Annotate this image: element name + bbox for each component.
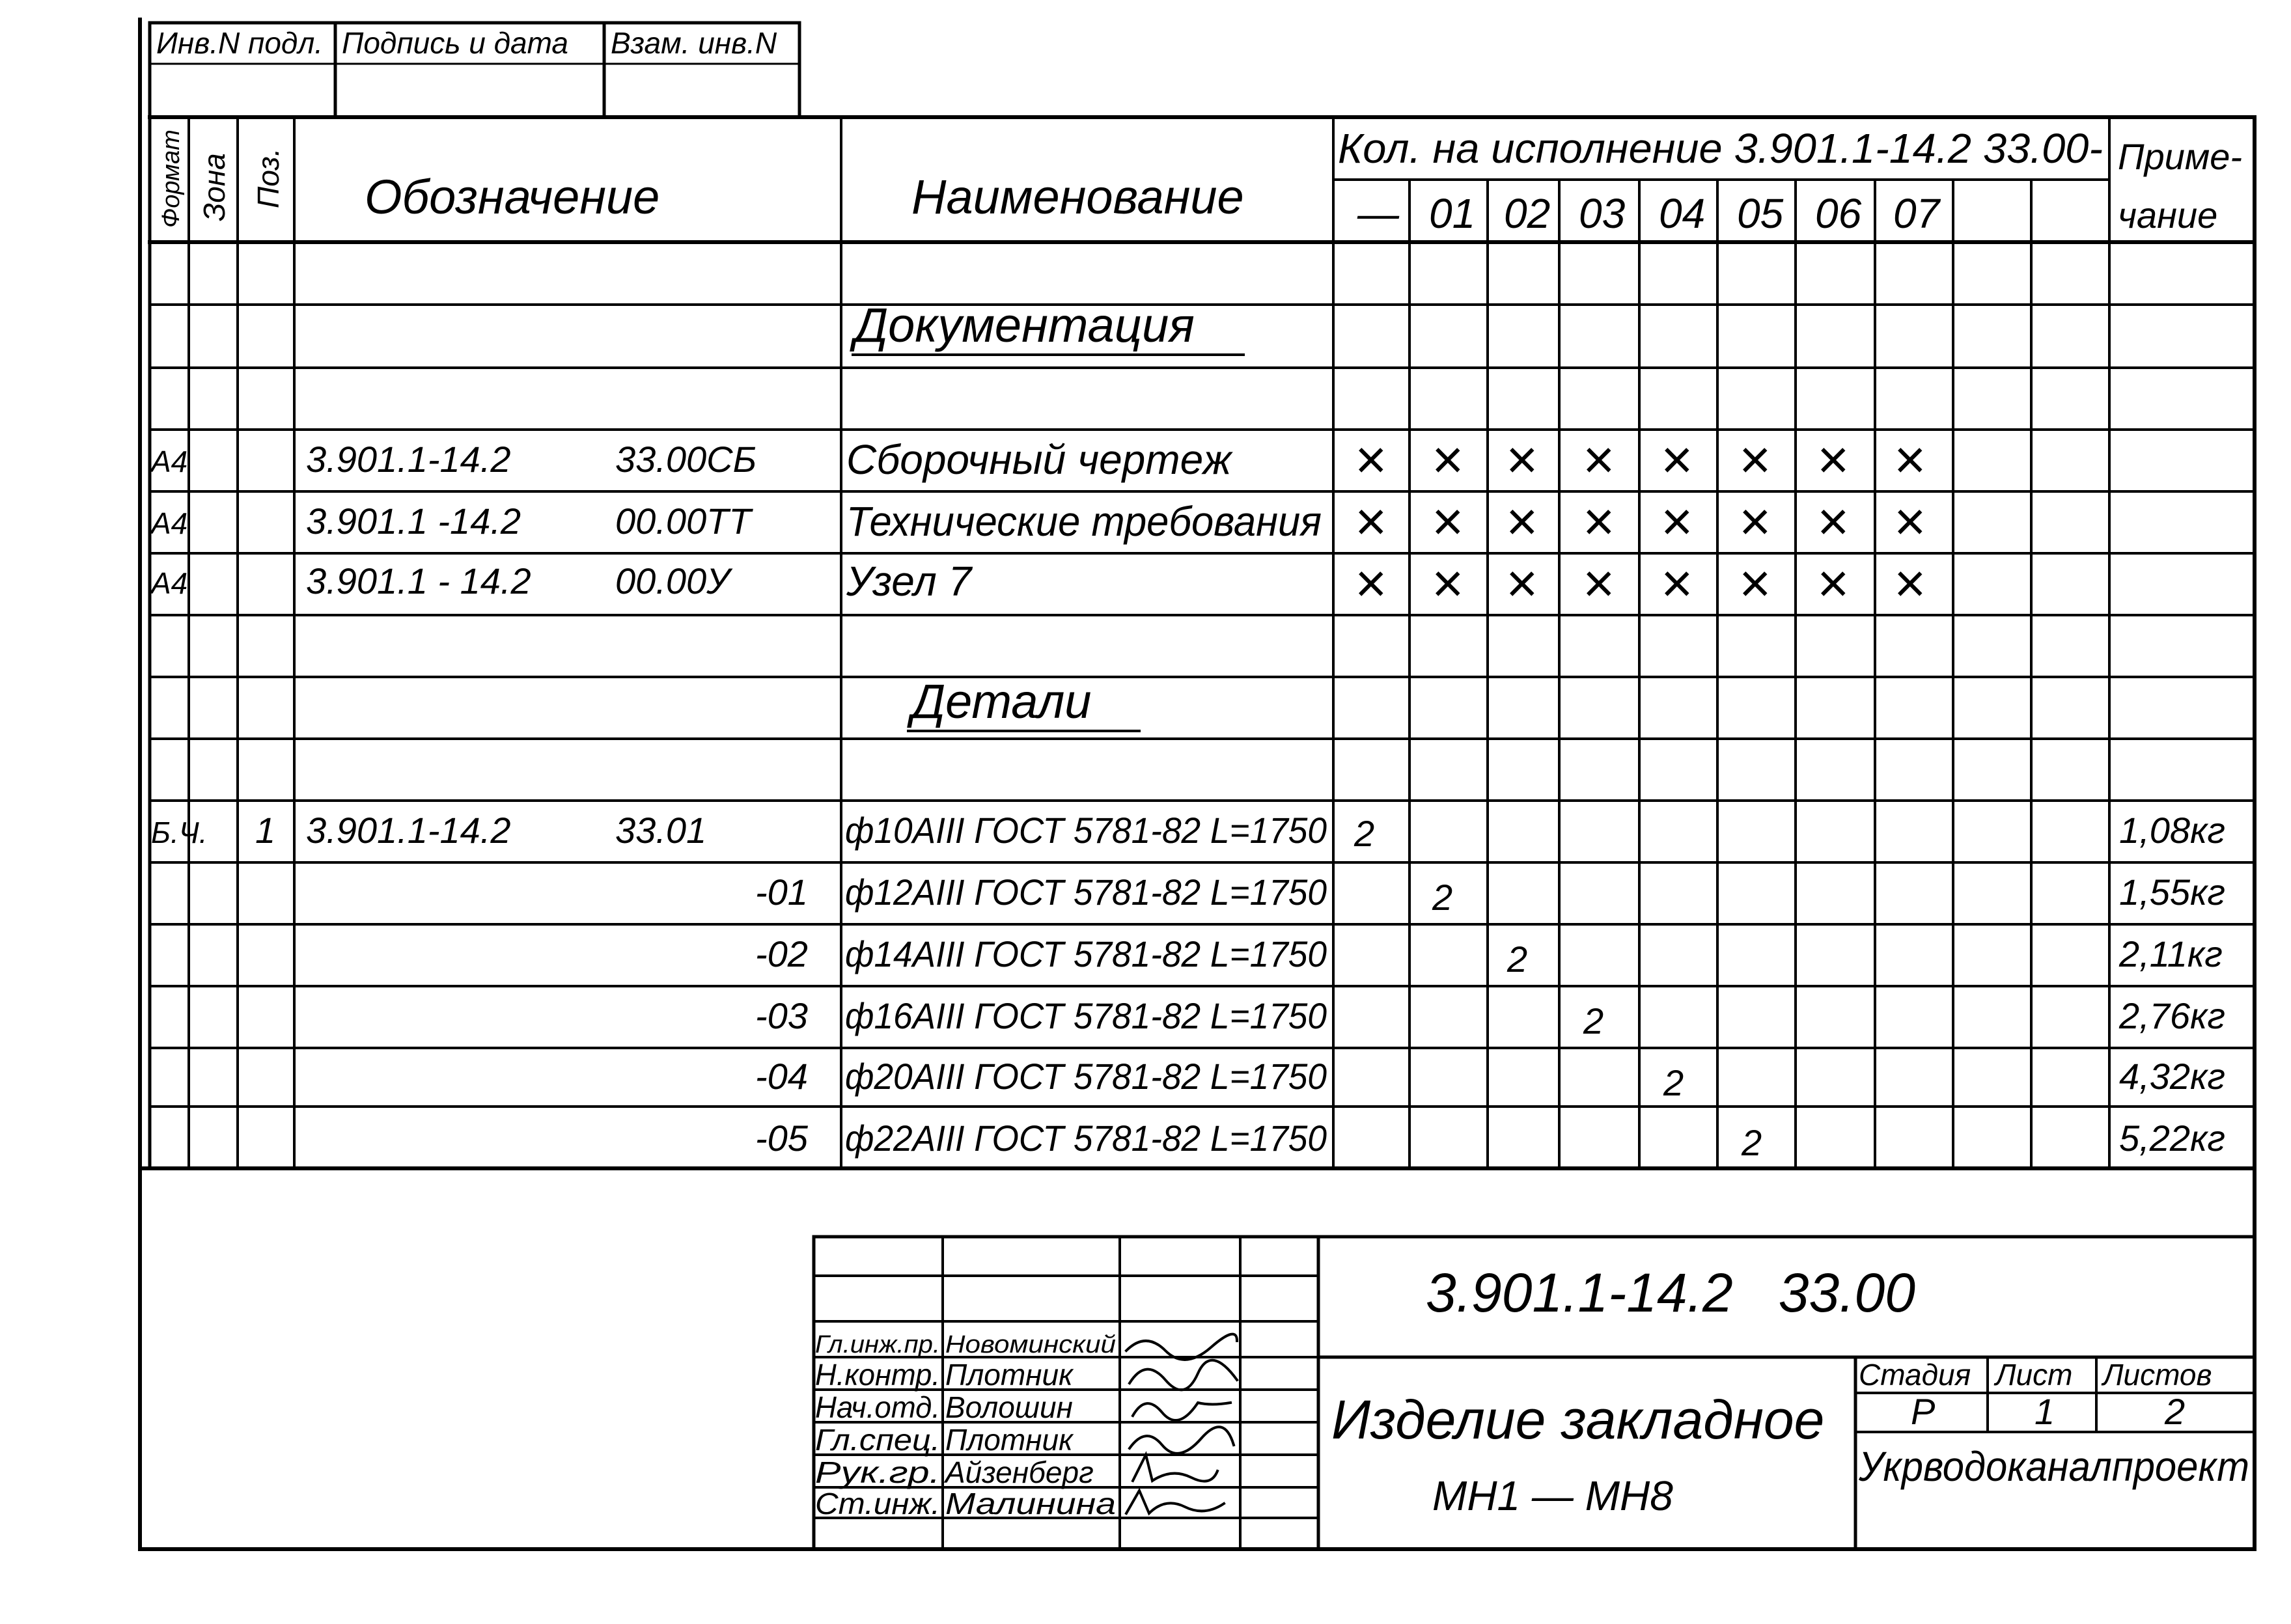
cross-mark: × (1893, 553, 1926, 614)
cross-mark: × (1354, 429, 1387, 490)
sheets-value: 2 (2165, 1391, 2186, 1432)
doc-row-format: А4 (151, 566, 188, 600)
signature-name: Плотник (945, 1423, 1073, 1457)
doc-row (149, 558, 973, 605)
cross-mark: × (1431, 429, 1464, 490)
cross-mark: × (1816, 491, 1849, 552)
col-note-header-line1: Приме- (2118, 136, 2243, 177)
doc-row-format: А4 (151, 445, 188, 478)
col-zone-header: Зона (197, 153, 231, 221)
doc-row-suffix: 33.00СБ (615, 439, 757, 480)
detail-row-code: 3.901.1-14.2 (306, 810, 511, 851)
detail-row-suffix: -02 (755, 933, 808, 974)
cross-mark: × (1660, 429, 1693, 490)
doc-row-suffix: 00.00У (615, 560, 730, 601)
detail-row-note: 1,08кг (2119, 810, 2226, 851)
doc-row-code: 3.901.1 - 14.2 (306, 560, 531, 601)
detail-row-qty: 2 (1663, 1062, 1684, 1103)
detail-row-name: ф10АIII ГОСТ 5781-82 L=1750 (845, 810, 1327, 851)
signature-role: Ст.инж. (815, 1487, 940, 1521)
section-details: Детали (911, 674, 1092, 728)
detail-row-suffix: -04 (755, 1056, 808, 1097)
cross-mark: × (1354, 491, 1387, 552)
cross-mark: × (1816, 429, 1849, 490)
qty-subcol-04: 04 (1659, 190, 1706, 237)
signature-role: Гл.инж.пр. (815, 1331, 940, 1358)
cross-mark: × (1505, 491, 1538, 552)
detail-row-note: 2,11кг (2119, 933, 2223, 974)
cross-mark: × (1431, 553, 1464, 614)
detail-row-format: Б.Ч. (151, 816, 208, 849)
doc-row-suffix: 00.00ТТ (615, 501, 751, 542)
detail-row-suffix: -03 (755, 995, 808, 1036)
qty-subcol-06: 06 (1815, 190, 1862, 237)
col-note-header-line2: чание (2118, 195, 2218, 236)
sheets-label: Листов (2103, 1358, 2212, 1392)
product-name-line1: Изделие закладное (1331, 1389, 1825, 1450)
doc-row-name: Технические требования (846, 498, 1322, 545)
qty-subcol-base: — (1357, 190, 1399, 237)
col-pos-header: Поз. (251, 148, 285, 208)
col-name-header: Наименование (911, 170, 1244, 224)
organization-name: Укрводоканалпроект (1858, 1443, 2249, 1490)
detail-row-note: 5,22кг (2119, 1118, 2226, 1159)
cross-mark: × (1738, 553, 1771, 614)
detail-row-name: ф20АIII ГОСТ 5781-82 L=1750 (845, 1056, 1327, 1097)
qty-subcol-07: 07 (1893, 190, 1940, 237)
signature-name: Айзенберг (945, 1455, 1094, 1489)
stage-label: Стадия (1859, 1358, 1971, 1392)
cross-mark: × (1893, 491, 1926, 552)
signature-role: Н.контр. (815, 1358, 940, 1392)
doc-row-code: 3.901.1 -14.2 (306, 501, 521, 542)
doc-row-code: 3.901.1-14.2 (306, 439, 511, 480)
main-frame (140, 20, 2255, 1549)
detail-row-suffix: -01 (755, 872, 808, 913)
doc-row (149, 436, 1233, 483)
signature-role: Рук.гр. (815, 1455, 940, 1489)
doc-row-format: А4 (151, 506, 188, 540)
signature-role: Нач.отд. (815, 1390, 940, 1424)
doc-row (149, 498, 1322, 545)
cross-mark: × (1816, 553, 1849, 614)
cross-mark: × (1505, 429, 1538, 490)
doc-row-name: Сборочный чертеж (846, 436, 1232, 483)
section-documentation: Документация (854, 298, 1195, 352)
cross-mark: × (1582, 553, 1615, 614)
detail-row-qty: 2 (1583, 1000, 1604, 1041)
product-name-line2: МН1 — МН8 (1432, 1472, 1673, 1519)
detail-row-qty: 2 (1507, 939, 1528, 980)
cross-mark: × (1738, 491, 1771, 552)
col-qty-header: Кол. на исполнение 3.901.1-14.2 33.00- (1338, 125, 2103, 172)
cross-mark: × (1431, 491, 1464, 552)
detail-row-suffix: -05 (755, 1118, 808, 1159)
qty-subcol-03: 03 (1579, 190, 1626, 237)
col-designation-header: Обозначение (365, 170, 660, 224)
detail-row-name: ф22АIII ГОСТ 5781-82 L=1750 (845, 1118, 1327, 1159)
detail-row-name: ф14АIII ГОСТ 5781-82 L=1750 (845, 933, 1327, 974)
doc-number: 3.901.1-14.2 33.00 (1426, 1262, 1915, 1323)
doc-row-name: Узел 7 (846, 558, 972, 605)
detail-row-qty: 2 (1354, 813, 1375, 854)
stage-value: Р (1911, 1391, 1936, 1432)
detail-row-name: ф16АIII ГОСТ 5781-82 L=1750 (845, 995, 1327, 1036)
sheet-label: Лист (1995, 1358, 2073, 1392)
cross-mark: × (1354, 553, 1387, 614)
cross-mark: × (1582, 491, 1615, 552)
signature-name: Малинина (945, 1487, 1116, 1521)
signature-role: Гл.спец. (815, 1423, 940, 1457)
cross-mark: × (1505, 553, 1538, 614)
qty-subcol-01: 01 (1429, 190, 1476, 237)
stamp-header-replacement-inv: Взам. инв.N (611, 26, 777, 60)
detail-row-note: 2,76кг (2119, 995, 2226, 1036)
cross-mark: × (1893, 429, 1926, 490)
detail-row-note: 1,55кг (2119, 872, 2226, 913)
detail-row-qty: 2 (1742, 1122, 1762, 1163)
signature-name: Волошин (945, 1390, 1073, 1424)
qty-subcol-02: 02 (1504, 190, 1551, 237)
cross-mark: × (1738, 429, 1771, 490)
stamp-header-signature-date: Подпись и дата (342, 26, 568, 60)
cross-mark: × (1660, 491, 1693, 552)
detail-row-name: ф12АIII ГОСТ 5781-82 L=1750 (845, 872, 1327, 913)
detail-row-qty: 2 (1432, 877, 1453, 918)
detail-row-note: 4,32кг (2119, 1056, 2226, 1097)
col-format-header: Формат (158, 130, 185, 228)
signature-name: Новоминский (945, 1331, 1116, 1358)
cross-mark: × (1582, 429, 1615, 490)
sheet-value: 1 (2034, 1391, 2055, 1432)
stamp-header-inv-number: Инв.N подл. (156, 26, 324, 60)
signature-name: Плотник (945, 1358, 1073, 1392)
detail-row-pos: 1 (255, 810, 276, 851)
detail-row-suffix: 33.01 (615, 810, 707, 851)
cross-mark: × (1660, 553, 1693, 614)
qty-subcol-05: 05 (1737, 190, 1784, 237)
